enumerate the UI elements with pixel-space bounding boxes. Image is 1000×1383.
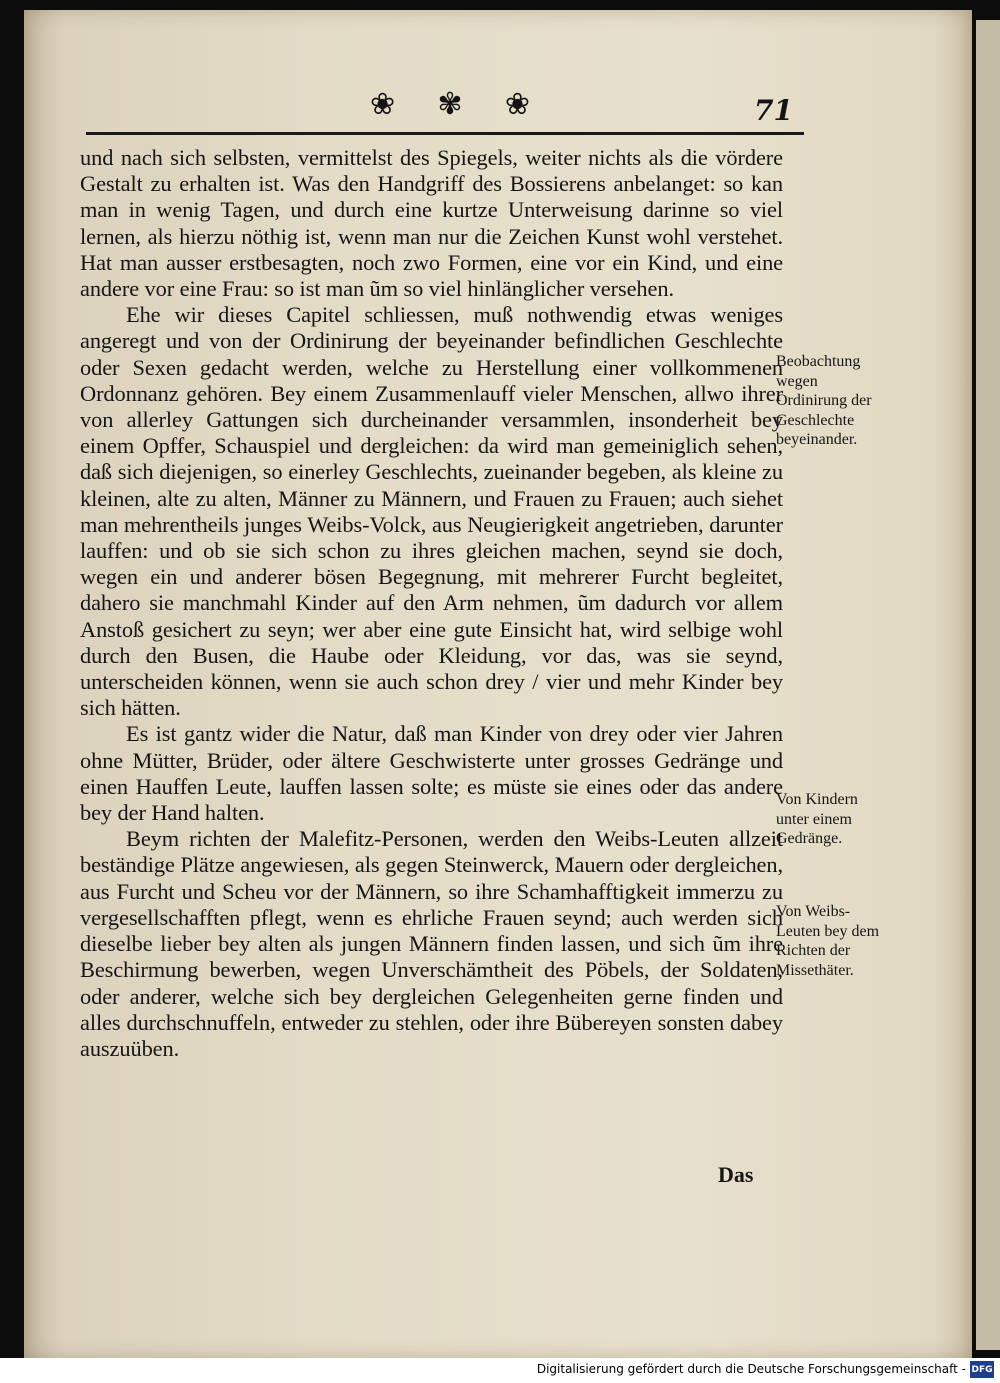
paragraph: Es ist gantz wider die Natur, daß man Kinder von drey oder vier Jahren ohne Mütter, Brüder, oder ältere Geschwisterte unter grosses Gedränge und einen Hauffen Leute, lauffen lassen solte; es müste sie eines oder das andere bey der Hand halten. [80,721,783,826]
header-ornament [370,87,530,122]
paragraph: Ehe wir dieses Capitel schliessen, muß nothwendig etwas weniges angeregt und von der Ordinirung der beyeinander befindlichen Geschlechte oder Sexen gedacht werden, welche zu Herstellung einer vollkommenen Ordonnanz gehören. Bey einem Zusammenlauff vieler Menschen, allwo ihrer von allerley Gattungen sich durcheinander versammlen, insonderheit bey einem Opffer, Schauspiel und dergleichen: da wird man gemeiniglich sehen, daß sich diejenigen, so einerley Geschlechts, zueinander begeben, als kleine zu kleinen, alte zu alten, Männer zu Männern, und Frauen zu Frauen; auch siehet man mehrentheils junges Weibs-Volck, aus Neugierigkeit angetrieben, darunter lauffen: und ob sie sich schon zu ihres gleichen machen, seynd sie doch, wegen ein und anderer bösen Begegnung, mit mehrerer Furcht begleitet, dahero sie manchmahl Kinder auf den Arm nehmen, ũm dadurch vor allem Anstoß gesichert zu seyn; wer aber eine gute Einsicht hat, wird selbige wohl durch den Busen, die Haube oder Kleidung, vor das, was sie seynd, unterscheiden können, wenn sie auch schon drey / vier und mehr Kinder bey sich hätten. [80,302,783,721]
paragraph: Beym richten der Malefitz-Personen, werden den Weibs-Leuten allzeit beständige Plätze angewiesen, als gegen Steinwerck, Mauern oder dergleichen, aus Furcht und Scheu vor der Männern, so ihre Schamhafftigkeit immerzu zu vergesellschafften pflegt, wenn es ehrliche Frauen seynd; auch werden sich dieselbe lieber bey alten als jungen Männern finden lassen, und sich ũm ihre Beschirmung bewerben, wegen Unverschämtheit des Pöbels, der Soldaten, oder anderer, welche sich bey dergleichen Gelegenheiten gerne finden und alles durchschnuffeln, entweder zu stehlen, oder ihre Bübereyen sonsten dabey auszuüben. [80,826,783,1061]
paragraph: und nach sich selbsten, vermittelst des Spiegels, weiter nichts als die vördere Gestalt zu erhalten ist. Was den Handgriff des Bossierens anbelanget: so kan man in wenig Tagen, und durch eine kurtze Unterweisung darinne so viel lernen, als hierzu nöthig ist, wenn man nur die Zeichen Kunst wohl verstehet. Hat man ausser erstbesagten, noch zwo Formen, eine vor ein Kind, und eine andere vor eine Frau: so ist man ũm so viel hinlänglicher versehen. [80,145,783,302]
margin-note: Beobachtung wegen Ordinirung der Geschlechte beyeinander. [776,353,872,448]
header-rule [86,132,804,135]
catchword: Das [718,1162,754,1187]
flower-ornament-icon: ❀ [370,87,396,122]
funding-credit: Digitalisierung gefördert durch die Deutsche Forschungsgemeinschaft - [536,1362,966,1376]
flower-ornament-icon: ✾ [437,87,463,122]
body-text [80,145,783,1062]
footer-strip [0,1358,1000,1383]
margin-note: Von Weibs-Leuten bey dem Richten der Missethäter. [776,903,880,979]
margin-note: Von Kindern unter einem Gedränge. [776,791,858,847]
page-header [24,10,972,140]
flower-ornament-icon: ❀ [504,87,530,122]
page-number: 71 [754,94,793,127]
scanned-page [24,10,972,1358]
dfg-logo-icon: DFG [970,1361,994,1378]
adjacent-page-edge [976,20,1000,1350]
